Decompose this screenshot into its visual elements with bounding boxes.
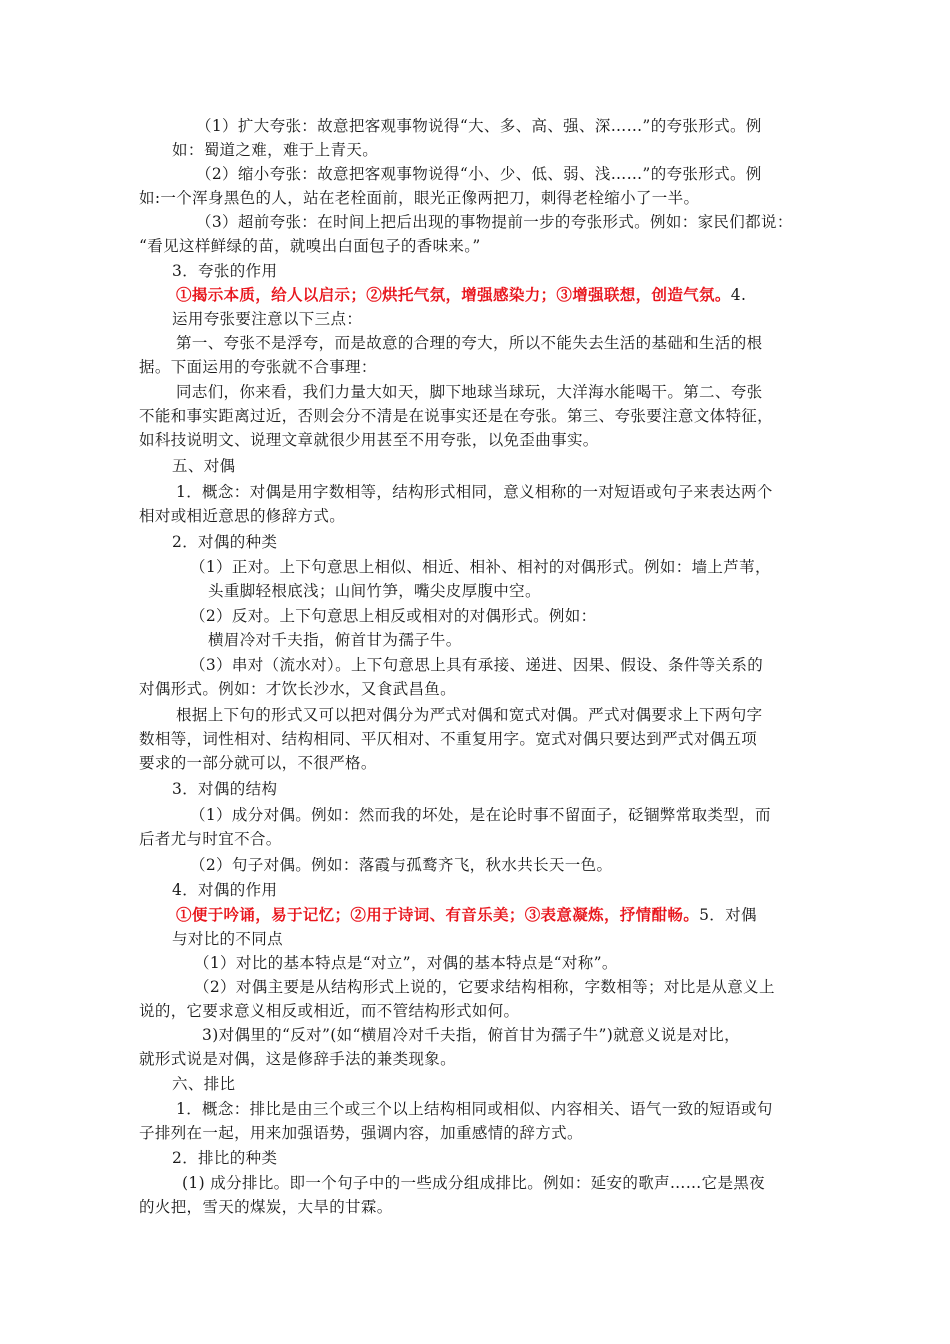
section-heading: 3．对偶的结构 xyxy=(172,780,278,798)
section-heading: 4．对偶的作用 xyxy=(172,881,278,899)
section-heading: 2．对偶的种类 xyxy=(172,533,278,551)
text-line: （1）成分对偶。例如：然而我的坏处，是在论时事不留面子，砭锢弊常取类型，而 xyxy=(190,806,771,824)
highlight-text: ①揭示本质，给人以启示；②烘托气氛，增强感染力；③增强联想，创造气氛。 xyxy=(176,285,731,304)
text-line: 数相等，词性相对、结构相同、平仄相对、不重复用字。宽式对偶只要达到严式对偶五项 xyxy=(139,730,758,748)
text-line: 1．概念：排比是由三个或三个以上结构相同或相似、内容相关、语气一致的短语或句 xyxy=(176,1100,773,1118)
text-line: 说的，它要求意义相反或相近，而不管结构形式如何。 xyxy=(139,1002,520,1020)
text-line: (1) 成分排比。即一个句子中的一些成分组成排比。例如：延安的歌声……它是黑夜 xyxy=(182,1174,766,1192)
text-line: 如:一个浑身黑色的人，站在老栓面前，眼光正像两把刀，刺得老栓缩小了一半。 xyxy=(139,189,700,207)
highlight-text: ①便于吟诵，易于记忆；②用于诗词、有音乐美；③表意凝炼，抒情酣畅。 xyxy=(176,905,700,924)
text-line: 不能和事实距离过近，否则会分不清是在说事实还是在夸张。第三、夸张要注意文体特征， xyxy=(139,407,774,425)
text-line: （2）句子对偶。例如：落霞与孤鹜齐飞，秋水共长天一色。 xyxy=(190,856,613,874)
text-line: 同志们，你来看，我们力量大如天，脚下地球当球玩，大洋海水能喝干。第二、夸张 xyxy=(176,383,763,401)
text-line: （3）超前夸张：在时间上把后出现的事物提前一步的夸张形式。例如：家民们都说： xyxy=(196,213,793,231)
text-line: 子排列在一起，用来加强语势，强调内容，加重感情的辞方式。 xyxy=(139,1124,583,1142)
text-line: 运用夸张要注意以下三点： xyxy=(172,310,363,328)
text-line: 如科技说明文、说理文章就很少用甚至不用夸张，以免歪曲事实。 xyxy=(139,431,599,449)
text-line: 后者尤与时宜不合。 xyxy=(139,830,282,848)
text-line: 横眉冷对千夫指，俯首甘为孺子牛。 xyxy=(208,631,462,649)
text-line: 头重脚轻根底浅；山间竹笋，嘴尖皮厚腹中空。 xyxy=(208,582,541,600)
text-line: （2）对偶主要是从结构形式上说的，它要求结构相称，字数相等；对比是从意义上 xyxy=(194,978,775,996)
section-heading: 六、排比 xyxy=(172,1075,236,1093)
text-line: 相对或相近意思的修辞方式。 xyxy=(139,507,346,525)
text-line: “看见这样鲜绿的苗，就嗅出白面包子的香味来。” xyxy=(139,237,481,255)
text-line: 就形式说是对偶，这是修辞手法的兼类现象。 xyxy=(139,1050,457,1068)
section-heading: 2．排比的种类 xyxy=(172,1149,278,1167)
text-fragment: 5．对偶 xyxy=(699,906,757,924)
text-line: 的火把，雪天的煤炭，大旱的甘霖。 xyxy=(139,1198,393,1216)
text-line: 第一、夸张不是浮夸，而是故意的合理的夸大，所以不能失去生活的基础和生活的根 xyxy=(176,334,763,352)
text-line: 根据上下句的形式又可以把对偶分为严式对偶和宽式对偶。严式对偶要求上下两句字 xyxy=(176,706,763,724)
section-heading: 五、对偶 xyxy=(172,457,236,475)
text-line: （1）扩大夸张：故意把客观事物说得“大、多、高、强、深……”的夸张形式。例 xyxy=(196,117,762,135)
text-line: 与对比的不同点 xyxy=(172,930,283,948)
text-line: 如：蜀道之难，难于上青天。 xyxy=(172,141,379,159)
text-line: 3)对偶里的“反对”(如“横眉冷对千夫指，俯首甘为孺子牛”)就意义说是对比， xyxy=(202,1026,741,1044)
text-line: （3）串对（流水对）。上下句意思上具有承接、递进、因果、假设、条件等关系的 xyxy=(190,656,764,674)
text-line: 要求的一部分就可以，不很严格。 xyxy=(139,754,377,772)
text-line: （1）正对。上下句意思上相似、相近、相补、相衬的对偶形式。例如：墙上芦苇， xyxy=(190,558,771,576)
text-line: （1）对比的基本特点是“对立”，对偶的基本特点是“对称”。 xyxy=(194,954,618,972)
text-line: （2）缩小夸张：故意把客观事物说得“小、少、低、弱、浅……”的夸张形式。例 xyxy=(196,165,762,183)
text-fragment: 4. xyxy=(730,286,747,304)
text-line: 1．概念：对偶是用字数相等，结构形式相同，意义相称的一对短语或句子来表达两个 xyxy=(176,483,773,501)
section-heading: 3．夸张的作用 xyxy=(172,262,278,280)
highlight-line xyxy=(176,905,757,925)
text-line: （2）反对。上下句意思上相反或相对的对偶形式。例如： xyxy=(190,607,597,625)
text-line: 对偶形式。例如：才饮长沙水，又食武昌鱼。 xyxy=(139,680,457,698)
text-line: 据。下面运用的夸张就不合事理： xyxy=(139,358,377,376)
highlight-line xyxy=(176,285,746,305)
